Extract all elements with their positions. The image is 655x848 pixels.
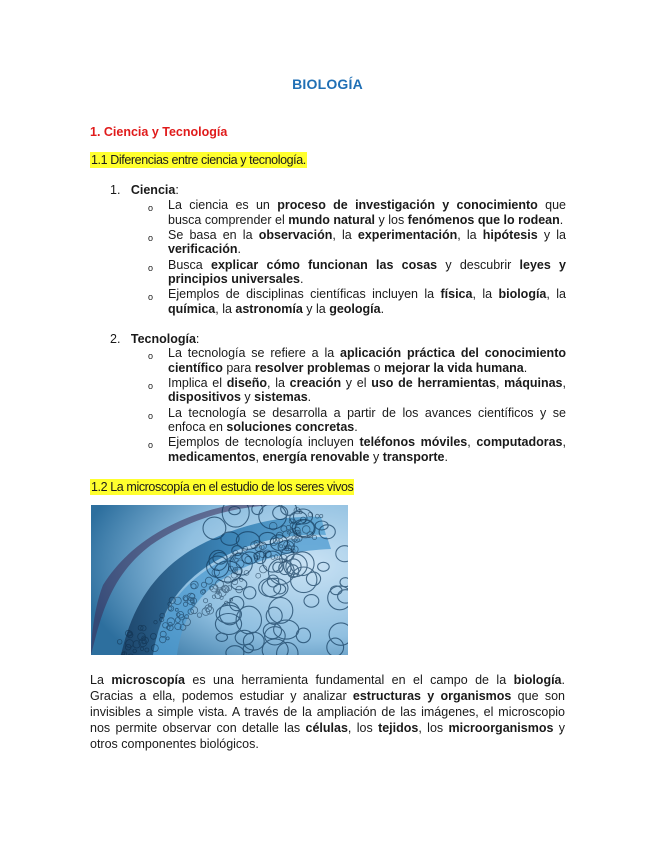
bold-term: proceso de investigación y conocimiento <box>277 198 538 212</box>
bullet-marker-icon: o <box>148 351 154 361</box>
bold-term: observación <box>258 227 333 242</box>
bullet-item <box>148 376 566 405</box>
text-run: es una herramienta fundamental en el campo de la <box>184 673 514 687</box>
bullet-item <box>148 198 566 227</box>
bold-term: uso de herramientas <box>371 375 496 390</box>
bold-term: células <box>305 721 348 735</box>
text-run: , <box>255 449 263 464</box>
bold-term: verificación <box>168 242 238 257</box>
text-run: y <box>369 449 383 464</box>
tecnologia-bullet-list <box>148 346 566 465</box>
bullet-item <box>148 406 566 435</box>
bullet-item <box>148 287 566 316</box>
text-run: , la <box>472 287 499 302</box>
text-run: , los <box>418 721 449 735</box>
text-run: La tecnología se desarrolla a partir de los avances científicos y se enfoca en <box>168 405 566 435</box>
text-run: para <box>222 360 255 375</box>
text-run: . <box>300 272 304 287</box>
ciencia-bullet-list <box>148 198 566 317</box>
bold-term: astronomía <box>235 301 303 316</box>
section-heading-ciencia-tecnologia: 1. Ciencia y Tecnología <box>90 125 228 139</box>
bold-term: energía renovable <box>262 449 370 464</box>
text-run: . Gracias a ella, podemos estudiar y analizar <box>90 673 565 703</box>
text-run: Ejemplos de tecnología incluyen <box>168 435 360 450</box>
bold-term: sistemas <box>254 390 308 405</box>
text-run: Se basa en la <box>168 227 259 242</box>
text-run: y los <box>375 212 408 227</box>
bold-term: computadoras <box>476 435 563 450</box>
list-item-tecnologia: 2. Tecnología: <box>110 332 200 346</box>
bold-term: resolver problemas <box>254 360 371 375</box>
bold-term: estructuras y organismos <box>352 689 512 703</box>
text-run: y la <box>302 301 330 316</box>
bold-term: mejorar la vida humana <box>384 360 524 375</box>
text-run: y <box>240 390 255 405</box>
text-run: , la <box>267 375 290 390</box>
list-item-label: Ciencia <box>130 183 176 197</box>
bold-term: biología <box>498 287 547 302</box>
bold-term: geología <box>329 301 381 316</box>
bullet-item <box>148 435 566 464</box>
text-run: , la <box>457 227 483 242</box>
bullet-marker-icon: o <box>148 203 154 213</box>
bold-term: explicar cómo funcionan las cosas <box>211 257 438 272</box>
text-run: . <box>237 242 241 257</box>
text-run: . <box>444 449 448 464</box>
text-run: y el <box>341 375 372 390</box>
text-run: , la <box>215 301 236 316</box>
text-run: y otros componentes biológicos. <box>90 721 566 751</box>
bold-term: creación <box>289 375 342 390</box>
bold-term: física <box>440 287 473 302</box>
bold-term: hipótesis <box>482 227 538 242</box>
subsection-heading-1-2: 1.2 La microscopía en el estudio de los seres vivos <box>91 480 354 494</box>
bullet-marker-icon: o <box>148 292 154 303</box>
list-number: 2. <box>110 332 121 346</box>
text-run: La tecnología se refiere a la <box>168 346 341 360</box>
bullet-marker-icon: o <box>148 380 154 391</box>
bold-term: máquinas <box>504 375 563 390</box>
bold-term: biología <box>513 673 562 687</box>
text-run: y descubrir <box>437 257 520 272</box>
text-run: La ciencia es un <box>168 198 278 212</box>
bold-term: microscopía <box>111 673 185 687</box>
bold-term: diseño <box>226 375 268 390</box>
bold-term: transporte <box>382 449 445 464</box>
text-run: o <box>370 360 385 375</box>
bold-term: medicamentos <box>168 449 256 464</box>
text-run: . <box>354 420 358 435</box>
bullet-marker-icon: o <box>148 262 154 273</box>
text-run: , la <box>546 287 566 302</box>
document-title: BIOLOGÍA <box>292 76 363 92</box>
bold-term: leyes y principios universales <box>168 257 566 287</box>
text-run: que son invisibles a simple vista. A través de la ampliación de las imágenes, el microscopio nos permite observar con detalle las <box>90 689 565 735</box>
text-run: Implica el <box>168 375 227 390</box>
bullet-item <box>148 346 566 375</box>
bold-term: teléfonos móviles <box>359 435 468 450</box>
text-run: Busca <box>168 257 211 272</box>
bullet-marker-icon: o <box>148 410 154 421</box>
list-number: 1. <box>110 183 121 197</box>
bullet-item <box>148 228 566 257</box>
bold-term: mundo natural <box>288 212 376 227</box>
bold-term: microorganismos <box>448 721 554 735</box>
text-run: . <box>559 212 564 227</box>
bullet-marker-icon: o <box>148 232 154 243</box>
bold-term: soluciones concretas <box>226 420 355 435</box>
list-item-label: Tecnología <box>130 332 196 346</box>
text-run: que busca comprender el <box>168 198 566 227</box>
list-item-ciencia: 1. Ciencia: <box>110 183 179 197</box>
bold-term: fenómenos que lo rodean <box>407 212 560 227</box>
text-run: . <box>307 390 312 405</box>
bold-term: aplicación práctica del conocimiento científico <box>168 346 566 375</box>
subsection-heading-1-1: 1.1 Diferencias entre ciencia y tecnología. <box>91 153 306 167</box>
bold-term: experimentación <box>357 227 458 242</box>
stained-stem-cross-section-illustration <box>91 505 348 655</box>
text-run: Ejemplos de disciplinas científicas incluyen la <box>168 287 441 302</box>
bullet-item <box>148 258 566 287</box>
text-run: , <box>562 375 566 390</box>
bold-term: química <box>168 301 216 316</box>
text-run: , los <box>347 721 379 735</box>
bold-term: tejidos <box>378 721 419 735</box>
text-run: y la <box>537 227 566 242</box>
bullet-marker-icon: o <box>148 440 154 451</box>
bold-term: dispositivos <box>168 390 241 405</box>
text-run: , <box>562 435 566 450</box>
text-run: . <box>523 360 528 375</box>
text-run: , la <box>332 227 358 242</box>
microscope-tissue-image <box>91 505 348 655</box>
text-run: . <box>380 301 385 316</box>
text-run: , <box>467 435 477 450</box>
text-run: La <box>90 673 112 687</box>
text-run: , <box>495 375 505 390</box>
microscopy-paragraph <box>90 672 565 752</box>
